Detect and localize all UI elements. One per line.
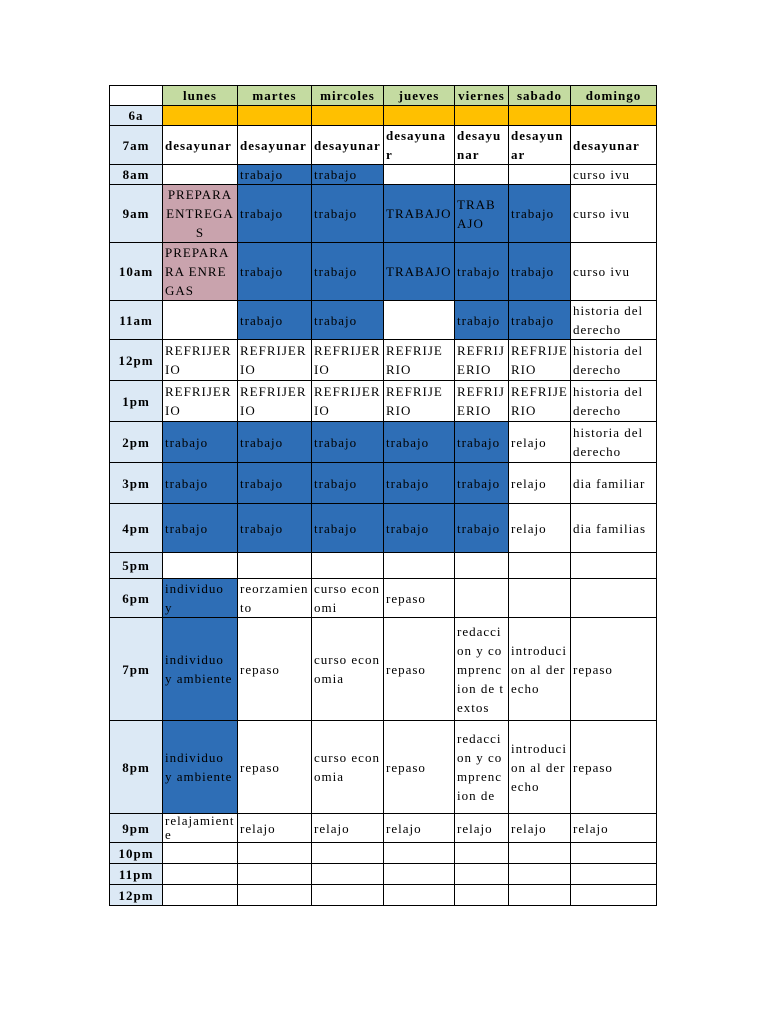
schedule-cell: TRABAJO [455, 185, 509, 243]
time-label: 3pm [110, 463, 163, 504]
time-label: 7am [110, 126, 163, 165]
row-9pm [110, 814, 657, 843]
time-label: 10pm [110, 843, 163, 864]
schedule-cell [163, 885, 238, 906]
schedule-cell [455, 864, 509, 885]
schedule-cell: trabajo [509, 243, 571, 301]
row-11pm [110, 864, 657, 885]
row-11am [110, 301, 657, 340]
schedule-cell: PREPARA RA ENREGAS [163, 243, 238, 301]
day-header: sabado [509, 86, 571, 106]
schedule-cell: repaso [384, 721, 455, 814]
schedule-cell [163, 843, 238, 864]
schedule-cell: curso economi [312, 579, 384, 618]
schedule-cell: desayunar [384, 126, 455, 165]
schedule-cell [238, 106, 312, 126]
schedule-cell: trabajo [312, 185, 384, 243]
day-header: martes [238, 86, 312, 106]
schedule-cell [384, 553, 455, 579]
schedule-cell: trabajo [312, 165, 384, 185]
schedule-cell: trabajo [238, 243, 312, 301]
schedule-cell: relajo [509, 814, 571, 843]
schedule-cell: trabajo [312, 243, 384, 301]
schedule-cell: desayunar [571, 126, 657, 165]
schedule-cell [571, 864, 657, 885]
schedule-cell: trabajo [312, 422, 384, 463]
schedule-cell: reorzamiento [238, 579, 312, 618]
schedule-cell: trabajo [163, 504, 238, 553]
schedule-cell [509, 165, 571, 185]
row-8pm [110, 721, 657, 814]
schedule-cell: curso economia [312, 618, 384, 721]
row-7am [110, 126, 657, 165]
schedule-cell [163, 864, 238, 885]
schedule-cell: relajo [384, 814, 455, 843]
schedule-cell: desayunar [509, 126, 571, 165]
schedule-cell: trabajo [384, 422, 455, 463]
schedule-cell [384, 843, 455, 864]
schedule-cell [163, 106, 238, 126]
schedule-cell: trabajo [384, 463, 455, 504]
schedule-cell: trabajo [312, 463, 384, 504]
time-label: 5pm [110, 553, 163, 579]
schedule-cell: individuo y [163, 579, 238, 618]
row-7pm [110, 618, 657, 721]
row-1pm [110, 381, 657, 422]
schedule-cell [455, 106, 509, 126]
day-header: viernes [455, 86, 509, 106]
schedule-cell: relajamiente [163, 814, 238, 843]
time-label: 7pm [110, 618, 163, 721]
schedule-cell: TRABAJO [384, 185, 455, 243]
day-header: jueves [384, 86, 455, 106]
schedule-cell [312, 106, 384, 126]
time-label: 4pm [110, 504, 163, 553]
schedule-cell: REFRIJERIO [312, 340, 384, 381]
schedule-cell: repaso [571, 721, 657, 814]
day-header: lunes [163, 86, 238, 106]
schedule-cell: trabajo [455, 463, 509, 504]
schedule-cell: curso ivu [571, 243, 657, 301]
row-3pm [110, 463, 657, 504]
schedule-cell [455, 553, 509, 579]
schedule-cell [163, 301, 238, 340]
schedule-cell [163, 165, 238, 185]
schedule-cell: repaso [571, 618, 657, 721]
schedule-cell [455, 843, 509, 864]
schedule-cell: REFRIJERIO [163, 340, 238, 381]
time-label: 12pm [110, 340, 163, 381]
schedule-cell [384, 165, 455, 185]
schedule-cell: historia del derecho [571, 381, 657, 422]
time-label: 9pm [110, 814, 163, 843]
schedule-cell: TRABAJO [384, 243, 455, 301]
schedule-cell: individuo y ambiente [163, 618, 238, 721]
schedule-cell: historia del derecho [571, 422, 657, 463]
weekly-schedule-table [109, 85, 657, 906]
schedule-cell: redaccion y comprencion de [455, 721, 509, 814]
schedule-cell: trabajo [455, 504, 509, 553]
schedule-cell: REFRIJERIO [238, 381, 312, 422]
schedule-cell [384, 301, 455, 340]
schedule-cell: relajo [455, 814, 509, 843]
schedule-cell [571, 106, 657, 126]
schedule-cell: dia familias [571, 504, 657, 553]
schedule-cell [455, 579, 509, 618]
time-label: 6pm [110, 579, 163, 618]
schedule-cell: individuo y ambiente [163, 721, 238, 814]
row-10pm [110, 843, 657, 864]
schedule-cell: historia del derecho [571, 301, 657, 340]
schedule-cell [238, 553, 312, 579]
schedule-cell: relajo [509, 422, 571, 463]
day-header: mircoles [312, 86, 384, 106]
schedule-cell: introducion al derecho [509, 721, 571, 814]
time-label: 6a [110, 106, 163, 126]
schedule-cell: trabajo [509, 185, 571, 243]
schedule-cell [384, 864, 455, 885]
schedule-cell: REFRIJERIO [163, 381, 238, 422]
schedule-cell: relajo [509, 463, 571, 504]
schedule-cell: relajo [312, 814, 384, 843]
schedule-cell: REFRIJERIO [509, 340, 571, 381]
row-10am [110, 243, 657, 301]
row-2pm [110, 422, 657, 463]
schedule-cell: trabajo [238, 185, 312, 243]
time-label: 11am [110, 301, 163, 340]
schedule-cell: REFRIJERIO [384, 381, 455, 422]
schedule-cell [571, 579, 657, 618]
schedule-cell: trabajo [455, 422, 509, 463]
schedule-cell [509, 553, 571, 579]
schedule-cell: historia del derecho [571, 340, 657, 381]
schedule-cell [312, 864, 384, 885]
row-12pm-night [110, 885, 657, 906]
schedule-cell [163, 553, 238, 579]
time-label: 2pm [110, 422, 163, 463]
schedule-cell: trabajo [312, 301, 384, 340]
schedule-cell [238, 843, 312, 864]
time-label: 10am [110, 243, 163, 301]
time-label: 9am [110, 185, 163, 243]
schedule-cell: REFRIJERIO [509, 381, 571, 422]
time-label: 1pm [110, 381, 163, 422]
schedule-cell: PREPARA ENTREGAS [163, 185, 238, 243]
day-header: domingo [571, 86, 657, 106]
schedule-cell [238, 864, 312, 885]
schedule-cell: redaccion y comprencion de textos [455, 618, 509, 721]
row-4pm [110, 504, 657, 553]
schedule-cell [509, 579, 571, 618]
schedule-cell [312, 843, 384, 864]
schedule-cell: repaso [384, 579, 455, 618]
schedule-cell: trabajo [163, 463, 238, 504]
schedule-cell [509, 106, 571, 126]
schedule-cell [312, 553, 384, 579]
schedule-cell: repaso [384, 618, 455, 721]
time-label: 8pm [110, 721, 163, 814]
schedule-cell: relajo [571, 814, 657, 843]
schedule-cell: curso ivu [571, 165, 657, 185]
schedule-cell: trabajo [455, 301, 509, 340]
row-9am [110, 185, 657, 243]
schedule-cell [509, 843, 571, 864]
schedule-cell [571, 885, 657, 906]
schedule-cell: curso economia [312, 721, 384, 814]
schedule-cell: repaso [238, 618, 312, 721]
schedule-cell [384, 106, 455, 126]
schedule-cell: dia familiar [571, 463, 657, 504]
schedule-cell [238, 885, 312, 906]
schedule-cell [455, 165, 509, 185]
schedule-cell: relajo [238, 814, 312, 843]
schedule-cell: trabajo [509, 301, 571, 340]
schedule-cell [509, 864, 571, 885]
schedule-cell: curso ivu [571, 185, 657, 243]
schedule-cell: desayunar [163, 126, 238, 165]
schedule-cell [384, 885, 455, 906]
row-6pm [110, 579, 657, 618]
row-6a [110, 106, 657, 126]
schedule-cell: trabajo [312, 504, 384, 553]
time-label: 11pm [110, 864, 163, 885]
schedule-cell: desayunar [238, 126, 312, 165]
schedule-cell: trabajo [238, 504, 312, 553]
schedule-cell: desayunar [455, 126, 509, 165]
row-5pm [110, 553, 657, 579]
schedule-cell: introducion al derecho [509, 618, 571, 721]
time-label: 12pm [110, 885, 163, 906]
schedule-cell: REFRIJERIO [238, 340, 312, 381]
schedule-cell [571, 553, 657, 579]
schedule-cell: trabajo [163, 422, 238, 463]
schedule-cell [571, 843, 657, 864]
time-label: 8am [110, 165, 163, 185]
schedule-cell: trabajo [238, 165, 312, 185]
schedule-cell: REFRIJERIO [455, 340, 509, 381]
schedule-cell [455, 885, 509, 906]
schedule-cell: trabajo [238, 422, 312, 463]
schedule-cell: trabajo [238, 301, 312, 340]
corner-cell [110, 86, 163, 106]
schedule-cell: repaso [238, 721, 312, 814]
schedule-cell: relajo [509, 504, 571, 553]
schedule-cell: trabajo [455, 243, 509, 301]
row-8am [110, 165, 657, 185]
schedule-cell: REFRIJERIO [384, 340, 455, 381]
schedule-cell: trabajo [238, 463, 312, 504]
header-row [110, 86, 657, 106]
row-12pm [110, 340, 657, 381]
schedule-cell: trabajo [384, 504, 455, 553]
schedule-cell [312, 885, 384, 906]
schedule-cell [509, 885, 571, 906]
schedule-cell: REFRIJERIO [312, 381, 384, 422]
schedule-cell: desayunar [312, 126, 384, 165]
schedule-cell: REFRIJERIO [455, 381, 509, 422]
